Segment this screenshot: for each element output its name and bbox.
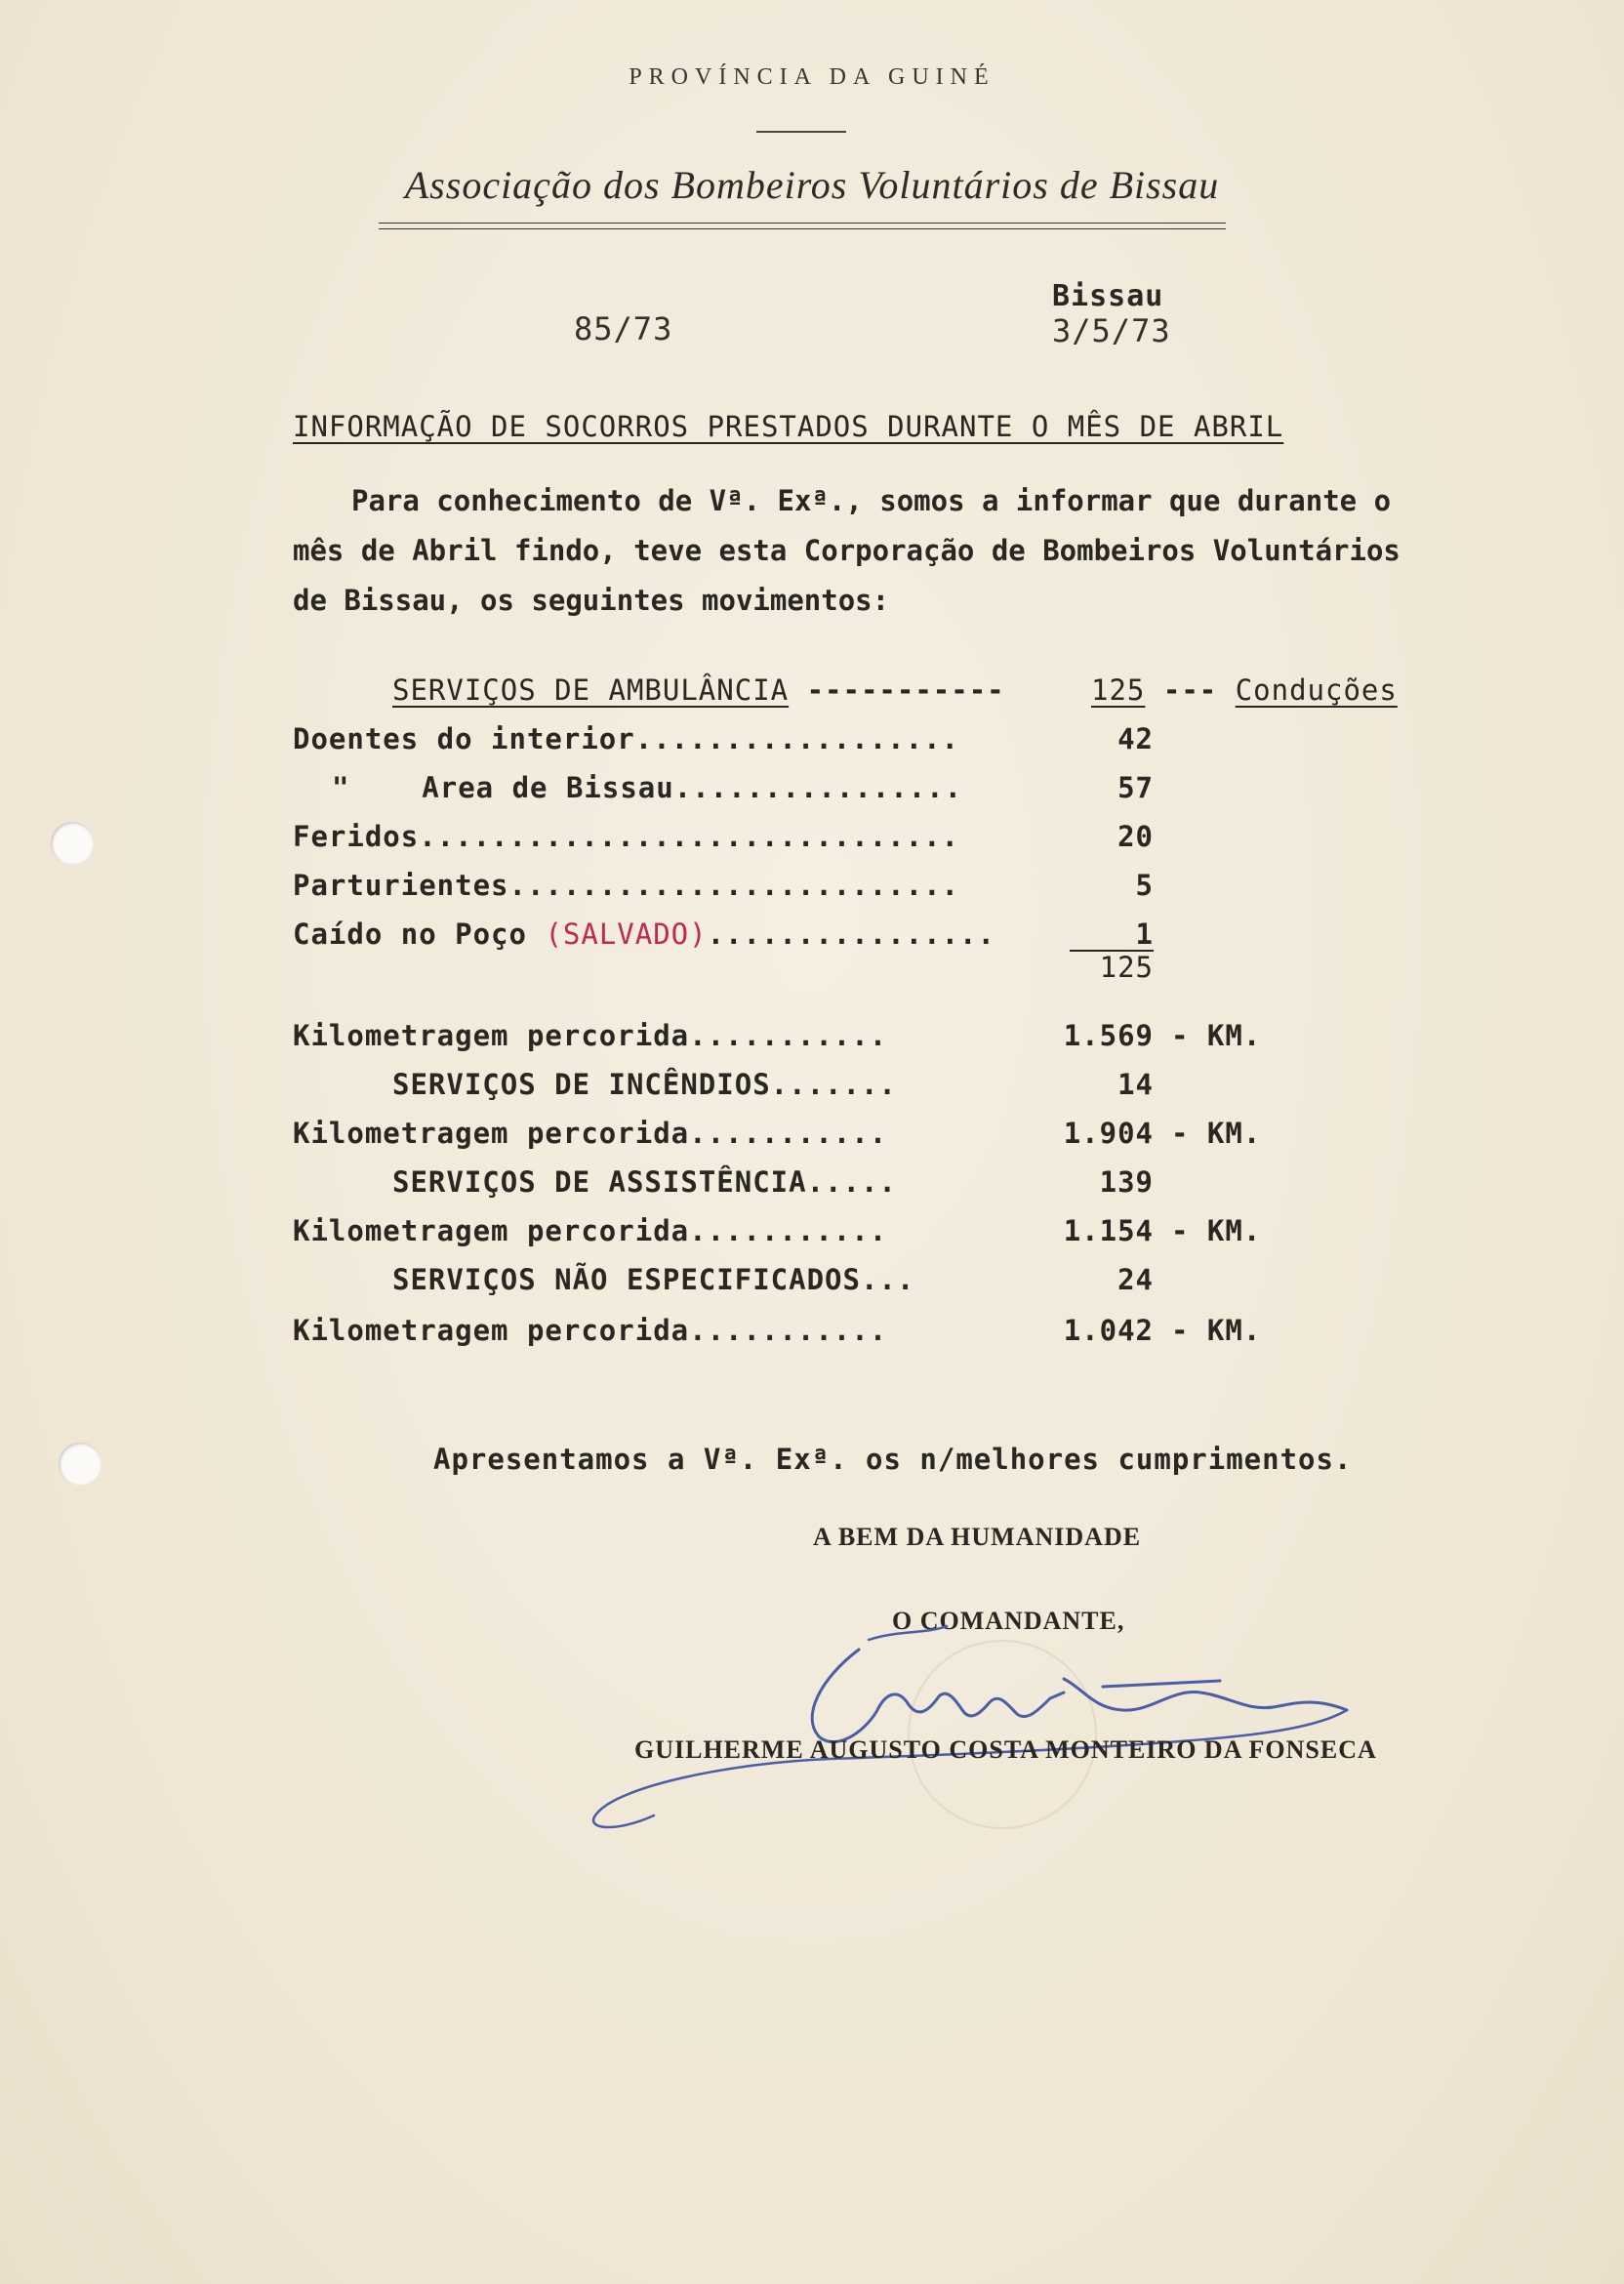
subject-line: INFORMAÇÃO DE SOCORROS PRESTADOS DURANTE O MÊS DE ABRIL	[293, 410, 1284, 443]
row-dots: ................	[707, 918, 995, 951]
province-heading: PROVÍNCIA DA GUINÉ	[629, 64, 995, 90]
intro-line: Para conhecimento de Vª. Exª., somos a informar que durante o	[351, 484, 1392, 517]
ambulance-row-value: 20	[1117, 820, 1154, 853]
divider	[756, 131, 846, 133]
ambulance-unit: Conduções	[1235, 673, 1398, 707]
stat-label: Kilometragem percorida...........	[293, 1214, 888, 1247]
signatory-name: GUILHERME AUGUSTO COSTA MONTEIRO DA FONSECA	[634, 1735, 1377, 1764]
closing-line: Apresentamos a Vª. Exª. os n/melhores cumprimentos.	[433, 1443, 1353, 1476]
stat-value: 139	[1099, 1165, 1154, 1199]
stat-value: 1.042	[1063, 1314, 1154, 1347]
association-name: Associação dos Bombeiros Voluntários de Bissau	[404, 163, 1220, 207]
stat-label: SERVIÇOS NÃO ESPECIFICADOS...	[392, 1263, 915, 1296]
ambulance-row-value: 57	[1117, 771, 1154, 804]
ambulance-total-value: 125	[1091, 673, 1146, 707]
ambulance-row-label: Parturientes.........................	[293, 869, 960, 902]
signatory-title: O COMANDANTE,	[892, 1607, 1125, 1635]
ambulance-row-value: 42	[1117, 722, 1154, 755]
intro-line: de Bissau, os seguintes movimentos:	[293, 584, 890, 617]
stat-label: Kilometragem percorida...........	[293, 1117, 888, 1150]
place: Bissau	[1052, 279, 1164, 313]
row-label-text: Caído no Poço	[293, 918, 527, 951]
stat-unit: - KM.	[1171, 1117, 1262, 1150]
stat-label: SERVIÇOS DE ASSISTÊNCIA.....	[392, 1165, 897, 1199]
stat-value: 1.569	[1063, 1019, 1154, 1052]
ambulance-row-label	[293, 918, 995, 951]
intro-paragraph	[293, 476, 1601, 626]
stat-unit: - KM.	[1171, 1214, 1262, 1247]
punch-hole	[51, 822, 94, 865]
salvado-note: (SALVADO)	[545, 918, 708, 951]
intro-line: mês de Abril findo, teve esta Corporação de Bombeiros Voluntários	[293, 534, 1401, 567]
punch-hole	[59, 1443, 102, 1486]
ambulance-heading	[392, 673, 1005, 707]
stat-label: SERVIÇOS DE INCÊNDIOS.......	[392, 1068, 897, 1101]
ambulance-dashes: -----------	[806, 673, 1005, 707]
stat-unit: - KM.	[1171, 1314, 1262, 1347]
stat-value: 14	[1117, 1068, 1154, 1101]
ambulance-row-value: 1	[1135, 918, 1154, 951]
ambulance-sep: ---	[1162, 673, 1218, 707]
reference-number: 85/73	[574, 310, 673, 347]
ambulance-total	[1091, 673, 1398, 707]
date: 3/5/73	[1052, 312, 1171, 349]
stat-unit: - KM.	[1171, 1019, 1262, 1052]
stat-label: Kilometragem percorida...........	[293, 1314, 888, 1347]
motto: A BEM DA HUMANIDADE	[813, 1523, 1142, 1551]
double-divider	[379, 223, 1226, 229]
ambulance-title: SERVIÇOS DE AMBULÂNCIA	[392, 673, 790, 707]
ambulance-sum: 125	[1099, 951, 1154, 984]
handwritten-signature	[576, 1620, 1376, 1835]
ambulance-row-label: " Area de Bissau................	[332, 771, 963, 804]
stat-value: 24	[1117, 1263, 1154, 1296]
stat-label: Kilometragem percorida...........	[293, 1019, 888, 1052]
ambulance-row-label: Feridos..............................	[293, 820, 960, 853]
ambulance-row-label: Doentes do interior..................	[293, 722, 960, 755]
stat-value: 1.154	[1063, 1214, 1154, 1247]
stat-value: 1.904	[1063, 1117, 1154, 1150]
ambulance-row-value: 5	[1135, 869, 1154, 902]
